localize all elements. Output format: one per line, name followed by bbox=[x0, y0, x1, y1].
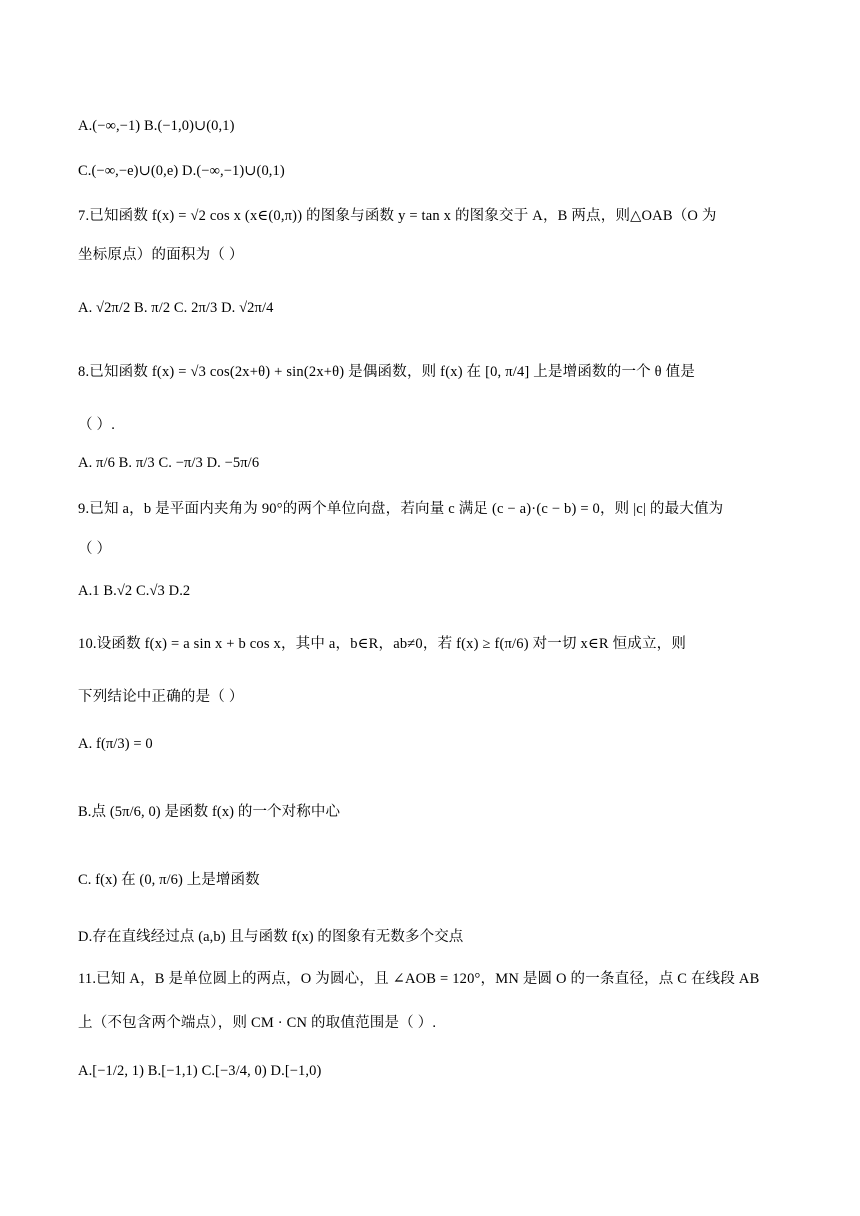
q11-stem-line1: 11.已知 A，B 是单位圆上的两点，O 为圆心，且 ∠AOB = 120°，MN 是圆 O 的一条直径，点 C 在线段 AB bbox=[78, 971, 760, 987]
q6-options-row2: C.(−∞,−e)∪(0,e) D.(−∞,−1)∪(0,1) bbox=[78, 163, 285, 179]
q11-options: A.[−1/2, 1) B.[−1,1) C.[−3/4, 0) D.[−1,0) bbox=[78, 1063, 322, 1079]
q10-stem-line2: 下列结论中正确的是（ ） bbox=[78, 689, 244, 705]
q9-options: A.1 B.√2 C.√3 D.2 bbox=[78, 583, 191, 599]
q9-stem-line2: （ ） bbox=[78, 541, 112, 557]
q10-option-d: D.存在直线经过点 (a,b) 且与函数 f(x) 的图象有无数多个交点 bbox=[78, 929, 464, 945]
q10-stem-line1: 10.设函数 f(x) = a sin x + b cos x，其中 a，b∈R，ab≠0，若 f(x) ≥ f(π/6) 对一切 x∈R 恒成立，则 bbox=[78, 636, 687, 652]
q7-stem-line2: 坐标原点）的面积为（ ） bbox=[78, 247, 244, 263]
q10-option-a: A. f(π/3) = 0 bbox=[78, 736, 153, 752]
q8-stem-line2: （ ）. bbox=[78, 417, 116, 433]
q11-stem-line2: 上（不包含两个端点），则 CM · CN 的取值范围是（ ）. bbox=[78, 1015, 437, 1031]
q6-options-row1: A.(−∞,−1) B.(−1,0)∪(0,1) bbox=[78, 118, 235, 134]
q9-stem-line1: 9.已知 a，b 是平面内夹角为 90°的两个单位向盘，若向量 c 满足 (c − a)·(c − b) = 0，则 |c| 的最大值为 bbox=[78, 501, 724, 517]
q7-options: A. √2π/2 B. π/2 C. 2π/3 D. √2π/4 bbox=[78, 300, 274, 316]
q8-options: A. π/6 B. π/3 C. −π/3 D. −5π/6 bbox=[78, 455, 260, 471]
q7-stem-line1: 7.已知函数 f(x) = √2 cos x (x∈(0,π)) 的图象与函数 y = tan x 的图象交于 A，B 两点，则△OAB（O 为 bbox=[78, 208, 717, 224]
q10-option-c: C. f(x) 在 (0, π/6) 上是增函数 bbox=[78, 872, 260, 888]
q10-option-b: B.点 (5π/6, 0) 是函数 f(x) 的一个对称中心 bbox=[78, 804, 341, 820]
q8-stem-line1: 8.已知函数 f(x) = √3 cos(2x+θ) + sin(2x+θ) 是偶函数，则 f(x) 在 [0, π/4] 上是增函数的一个 θ 值是 bbox=[78, 364, 696, 380]
